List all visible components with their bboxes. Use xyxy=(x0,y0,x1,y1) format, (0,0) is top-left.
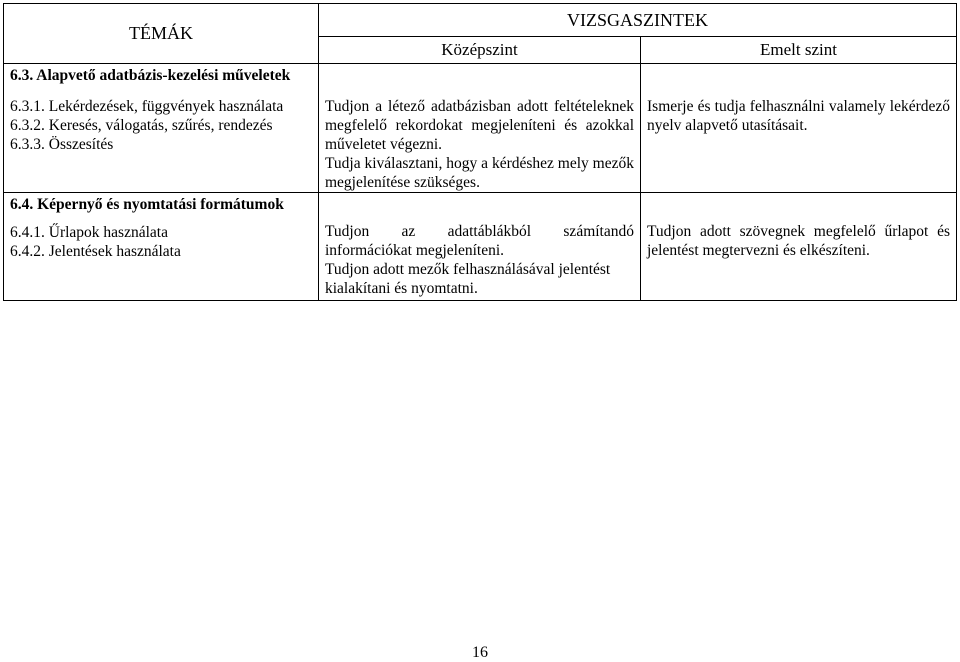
mid-level-header: Középszint xyxy=(319,37,641,64)
mid-level-cell xyxy=(319,193,641,301)
table-row xyxy=(4,64,957,193)
advanced-level-header: Emelt szint xyxy=(641,37,957,64)
requirement-text: Tudjon az adattáblákból számítandó információkat megjeleníteni. xyxy=(325,223,634,259)
page-number: 16 xyxy=(472,644,488,661)
topic-item: 6.3.1. Lekérdezések, függvények használata xyxy=(10,98,284,115)
topic-cell xyxy=(4,64,319,193)
topic-cell xyxy=(4,193,319,301)
table-row xyxy=(4,193,957,301)
topic-item: 6.3.3. Összesítés xyxy=(10,136,114,153)
requirements-table xyxy=(3,3,957,301)
topics-header: TÉMÁK xyxy=(4,4,319,64)
advanced-level-cell xyxy=(641,193,957,301)
section-title: 6.4. Képernyő és nyomtatási formátumok xyxy=(10,196,284,213)
requirement-text: Tudja kiválasztani, hogy a kérdéshez mely mezők megjelenítése szükséges. xyxy=(325,155,634,191)
requirement-text: Tudjon adott mezők felhasználásával jelentést kialakítani és nyomtatni. xyxy=(325,261,611,297)
mid-level-cell xyxy=(319,64,641,193)
requirement-text: Tudjon adott szövegnek megfelelő űrlapot és jelentést megtervezni és elkészíteni. xyxy=(647,223,950,259)
exam-levels-header: VIZSGASZINTEK xyxy=(319,4,957,37)
requirement-text: Tudjon a létező adatbázisban adott feltételeknek megfelelő rekordokat megjeleníteni és azokkal műveletet végezni. xyxy=(325,98,634,153)
requirement-text: Ismerje és tudja felhasználni valamely lekérdező nyelv alapvető utasításait. xyxy=(647,98,950,134)
topic-item: 6.4.1. Űrlapok használata xyxy=(10,224,168,241)
topic-item: 6.3.2. Keresés, válogatás, szűrés, rendezés xyxy=(10,117,273,134)
section-title: 6.3. Alapvető adatbázis-kezelési műveletek xyxy=(10,67,291,84)
advanced-level-cell xyxy=(641,64,957,193)
topic-item: 6.4.2. Jelentések használata xyxy=(10,243,181,260)
